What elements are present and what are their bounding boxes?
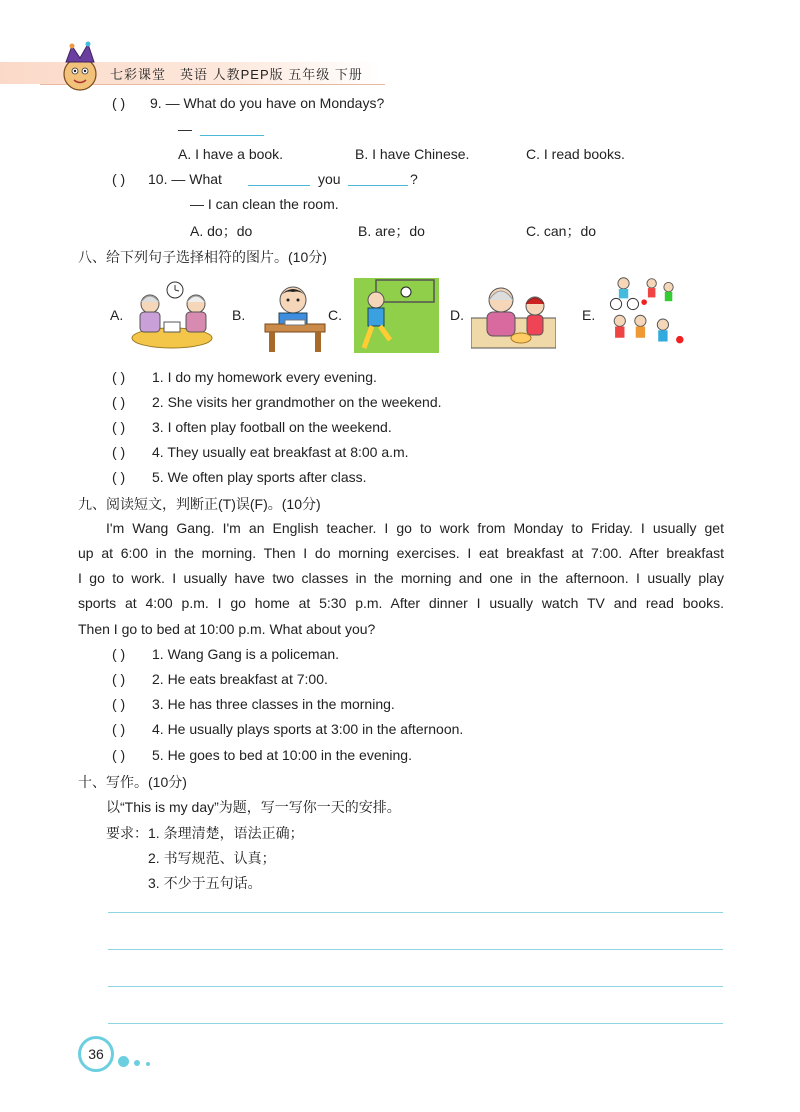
s9-item-4-bracket[interactable]: ( ) — [112, 721, 126, 737]
writing-line-2[interactable] — [108, 949, 723, 950]
s9-item-3-bracket[interactable]: ( ) — [112, 696, 126, 712]
writing-line-3[interactable] — [108, 986, 723, 987]
q10-blank-2[interactable] — [348, 171, 408, 189]
picture-d-label: D. — [450, 307, 464, 323]
q9-answer-blank[interactable] — [200, 121, 264, 139]
page-number: 36 — [78, 1036, 114, 1072]
s8-item-3: 3. I often play football on the weekend. — [152, 419, 392, 435]
q10-stem-part1: 10. — What — [148, 171, 222, 187]
passage-line-5: Then I go to bed at 10:00 p.m. What about you? — [78, 621, 376, 637]
s8-item-4-bracket[interactable]: ( ) — [112, 444, 126, 460]
s9-item-2: 2. He eats breakfast at 7:00. — [152, 671, 328, 687]
s8-item-4: 4. They usually eat breakfast at 8:00 a.m. — [152, 444, 409, 460]
section10-title: 十、写作。(10分) — [78, 774, 187, 790]
s8-item-2-bracket[interactable]: ( ) — [112, 394, 126, 410]
s8-item-5-bracket[interactable]: ( ) — [112, 469, 126, 485]
s9-item-1-bracket[interactable]: ( ) — [112, 646, 126, 662]
q10-stem-part3: ? — [410, 171, 418, 187]
header-title: 七彩课堂 英语 人教PEP版 五年级 下册 — [110, 67, 363, 82]
writing-line-4[interactable] — [108, 1023, 723, 1024]
writing-requirement-2: 2. 书写规范、认真； — [148, 850, 276, 866]
passage-line-1: I'm Wang Gang. I'm an English teacher. I go to work from Monday to Friday. I usually get — [106, 520, 724, 536]
mascot-icon — [50, 40, 106, 96]
s9-item-3: 3. He has three classes in the morning. — [152, 696, 395, 712]
section9-title: 九、阅读短文，判断正(T)误(F)。(10分) — [78, 496, 321, 512]
q9-bracket[interactable]: ( ) — [112, 95, 126, 111]
q10-option-a[interactable]: A. do；do — [190, 223, 253, 239]
q9-stem: 9. — What do you have on Mondays? — [150, 95, 385, 111]
q10-bracket[interactable]: ( ) — [112, 171, 126, 187]
s8-item-5: 5. We often play sports after class. — [152, 469, 367, 485]
q10-option-b[interactable]: B. are；do — [358, 223, 425, 239]
picture-b-label: B. — [232, 307, 246, 323]
picture-e-label: E. — [582, 307, 596, 323]
writing-requirement-1: 要求：1. 条理清楚，语法正确； — [106, 825, 304, 841]
q9-option-a[interactable]: A. I have a book. — [178, 146, 284, 162]
q9-option-b[interactable]: B. I have Chinese. — [355, 146, 470, 162]
s9-item-5-bracket[interactable]: ( ) — [112, 747, 126, 763]
s9-item-2-bracket[interactable]: ( ) — [112, 671, 126, 687]
passage-line-4: sports at 4:00 p.m. I go home at 5:30 p.m. After dinner I usually watch TV and read books. — [78, 595, 724, 611]
picture-e-sports[interactable] — [604, 274, 689, 349]
section8-title: 八、给下列句子选择相符的图片。(10分) — [78, 249, 327, 265]
picture-a-label: A. — [110, 307, 124, 323]
s8-item-3-bracket[interactable]: ( ) — [112, 419, 126, 435]
picture-a-grandparents-breakfast[interactable] — [130, 278, 215, 353]
page-dot-medium — [134, 1060, 140, 1066]
picture-c-label: C. — [328, 307, 342, 323]
s9-item-4: 4. He usually plays sports at 3:00 in the afternoon. — [152, 721, 464, 737]
writing-prompt: 以“This is my day”为题，写一写你一天的安排。 — [106, 799, 401, 815]
s8-item-1-bracket[interactable]: ( ) — [112, 369, 126, 385]
page-dot-small — [146, 1062, 150, 1066]
writing-line-1[interactable] — [108, 912, 723, 913]
page-dot-large — [118, 1056, 129, 1067]
q9-answer-dash: — — [178, 121, 192, 137]
passage-line-2: up at 6:00 in the morning. Then I do morning exercises. I eat breakfast at 7:00. After breakfast — [78, 545, 724, 561]
q10-blank-1[interactable] — [248, 171, 310, 189]
s9-item-1: 1. Wang Gang is a policeman. — [152, 646, 340, 662]
s8-item-1: 1. I do my homework every evening. — [152, 369, 377, 385]
s9-item-5: 5. He goes to bed at 10:00 in the evening. — [152, 747, 412, 763]
q10-answer: — I can clean the room. — [190, 196, 339, 212]
picture-c-football[interactable] — [354, 278, 439, 353]
q9-option-c[interactable]: C. I read books. — [526, 146, 625, 162]
s8-item-2: 2. She visits her grandmother on the weekend. — [152, 394, 442, 410]
q10-option-c[interactable]: C. can；do — [526, 223, 597, 239]
picture-d-grandmother-visit[interactable] — [471, 278, 556, 353]
q10-stem-part2: you — [318, 171, 341, 187]
passage-line-3: I go to work. I usually have two classes in the morning and one in the afternoon. I usually play — [78, 570, 724, 586]
writing-requirement-3: 3. 不少于五句话。 — [148, 875, 262, 891]
